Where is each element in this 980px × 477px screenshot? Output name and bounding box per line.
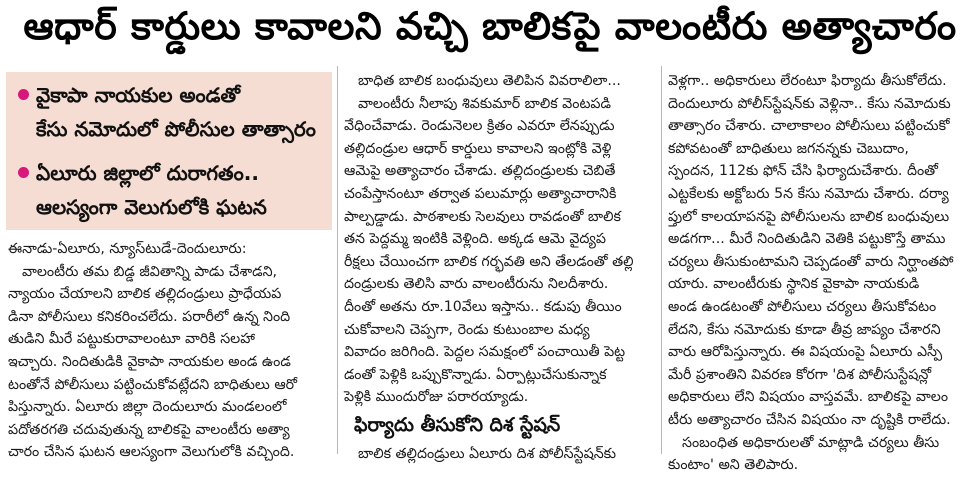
text-line: టంతోనే పోలీసులు పట్టించుకోవట్లేదని బాధితులు ఆరో <box>8 376 298 393</box>
highlight-box <box>6 72 332 230</box>
text-line: వాలంటీరు నీలాపు శివకుమార్ బాలిక వెంటపడి <box>358 95 611 112</box>
text-line: చుకోవాలని చెప్పగా, రెండు కుటుంబాల మధ్య <box>344 321 590 338</box>
text-line: డంతో పెళ్లికి ఒప్పుకొన్నాడు. ఏర్పాట్లుచేసుకున్నాక <box>344 366 607 383</box>
highlight-line: ఏలూరు జిల్లాలో దురాగతం.. <box>36 161 259 185</box>
text-line: వాలంటీరు తమ బిడ్డ జీవితాన్ని పాడు చేశాడని, <box>22 263 278 280</box>
text-line: ఆమెపై అత్యాచారం చేశాడు. తల్లిదండ్రులకు చెబితే <box>344 163 616 180</box>
text-line: తుడిని మీరే పట్టుకురావాలంటూ వారికి సలహా <box>8 331 255 348</box>
text-line: పెళ్లికి ముందురోజు పరారయ్యాడు. <box>344 389 529 406</box>
section-subheading: ఫిర్యాదు తీసుకోని దిశ స్టేషన్ <box>354 413 561 436</box>
text-line: చంపేస్తానంటూ తర్వాత పలుమార్లు అత్యాచారానికి <box>344 185 617 202</box>
text-line: తల్లిదండ్రుల ఆధార్ కార్డులు కావాలని ఇంట్లోకి వెళ్లి <box>344 140 612 157</box>
text-line: అడగగా... మీరే నిందితుడిని వెతికి పట్టుకొస్తే తాము <box>668 231 946 248</box>
column-divider <box>337 66 338 454</box>
text-line: ప్తులో కాలయాపనపై పోలీసులను బాలిక బంధువులు <box>668 208 950 225</box>
article-column-2 <box>344 70 656 466</box>
text-line: చర్యలు తీసుకుంటామని చెప్పడంతో వారు నిర్ఘాంతపో <box>668 253 954 270</box>
text-line: న్యాయం చేయాలని బాలిక తల్లిదండ్రులు ప్రాధేయప <box>8 286 282 303</box>
text-line: తాత్సారం చేశారు. చాలాకాలం పోలీసులు పట్టించుకో <box>668 118 950 135</box>
text-line: డినా పోలీసులు కనికరించలేదు. పరారీలో ఉన్న నింది <box>8 308 291 325</box>
text-line: బాధిత బాలిక బంధువులు తెలిపిన వివరాలిలా... <box>358 73 621 89</box>
article-headline: ఆధార్ కార్డులు కావాలని వచ్చి బాలికపై వాలంటీరు అత్యాచారం <box>23 4 957 48</box>
text-line: పిస్తున్నారు. ఏలూరు జిల్లా దెందులూరు మండలంలో <box>8 399 287 416</box>
text-line: అధికారులు లేని విషయం వాస్తవమే. బాలికపై వాలం <box>668 389 949 406</box>
text-line: దండ్రులకు తెలిసి వారు వాలంటీరును నిలదీశారు. <box>344 276 609 293</box>
text-line: టీరు అత్యాచారం చేసిన విషయం నా దృష్టికి రాలేదు. <box>668 411 951 428</box>
text-line: వివాదం జరిగింది. పెద్దల సమక్షంలో పంచాయితీ పెట్ట <box>344 344 626 361</box>
text-line: కుంటాం' అని తెలిపారు. <box>668 457 799 474</box>
text-line: వారు ఆరోపిస్తున్నారు. ఈ విషయంపై ఏలూరు ఎస్పీ <box>668 344 943 361</box>
text-line: రీక్షలు చేయించగా బాలిక గర్భవతి అని తేలడంతో తల్లి <box>344 253 634 270</box>
bullet-dot-icon <box>18 167 29 178</box>
text-line: వేధించేవాడు. రెండునెలల క్రితం ఎవరూ లేనప్పుడు <box>344 118 615 135</box>
column-divider <box>661 66 662 454</box>
text-line: మేరీ ప్రశాంతిని వివరణ కోరగా 'దిశ పోలీసుస్టేషన్లో <box>668 366 932 383</box>
highlight-line: ఆలస్యంగా వెలుగులోకి ఘటన <box>36 195 267 219</box>
text-line: దీంతో అతను రూ.10వేలు ఇస్తాను.. కడుపు తీయిం <box>344 298 622 315</box>
text-line: బాలిక తల్లిదండ్రులు ఏలూరు దిశ పోలీస్‌స్టేషన్‌కు <box>358 445 616 462</box>
text-line: పదోతరగతి చదువుతున్న బాలికపై వాలంటీరు అత్యా <box>8 421 290 438</box>
text-line: తన పెద్దమ్మ ఇంటికి వెళ్లింది. అక్కడ ఆమె వైద్యప <box>344 231 606 248</box>
bullet-dot-icon <box>18 89 29 100</box>
text-line: ఈనాడు-ఏలూరు, న్యూస్‌టుడే-దెందులూరు: <box>8 241 247 257</box>
highlight-line: కేసు నమోదులో పోలీసుల తాత్సారం <box>36 117 316 141</box>
highlight-item <box>14 78 330 146</box>
text-line: పాల్పడ్డాడు. పాఠశాలకు సెలవులు రావడంతో బాలిక <box>344 208 621 225</box>
highlight-item <box>14 156 330 224</box>
text-line: చారం చేసిన ఘటన ఆలస్యంగా వెలుగులోకి వచ్చింది. <box>8 444 295 461</box>
text-line: సంబంధిత అధికారులతో మాట్లాడి చర్యలు తీసు <box>682 434 940 451</box>
text-line: స్పందన, 112కు ఫోన్ చేసి ఫిర్యాదుచేశారు. దీంతో <box>668 163 938 180</box>
text-line: యారు. వాలంటీరుకు స్థానిక వైకాపా నాయకుడి <box>668 276 920 293</box>
article-column-3 <box>668 70 976 477</box>
highlight-line: వైకాపా నాయకుల అండతో <box>36 83 240 107</box>
text-line: కపోవటంతో బాధితులు జగనన్నకు చెబుదాం, <box>668 140 909 157</box>
text-line: లేదని, కేసు నమోదుకు కూడా తీవ్ర జాప్యం చేశారని <box>668 321 941 338</box>
text-line: అండ ఉండటంతో పోలీసులు చర్యలు తీసుకోవటం <box>668 298 937 315</box>
text-line: దెందులూరు పోలీస్‌స్టేషన్‌కు వెళ్లినా.. కేసు నమోదుకు <box>668 95 951 112</box>
text-line: ఇచ్చారు. నిందితుడికి వైకాపా నాయకుల అండ ఉండ <box>8 353 291 370</box>
text-line: వెళ్లగా.. అధికారులు లేరంటూ ఫిర్యాదు తీసుకోలేదు. <box>668 73 947 89</box>
article-column-1 <box>8 238 330 464</box>
text-line: ఎట్టకేలకు అక్టోబరు 5న కేసు నమోదు చేశారు. దర్యా <box>668 185 949 202</box>
